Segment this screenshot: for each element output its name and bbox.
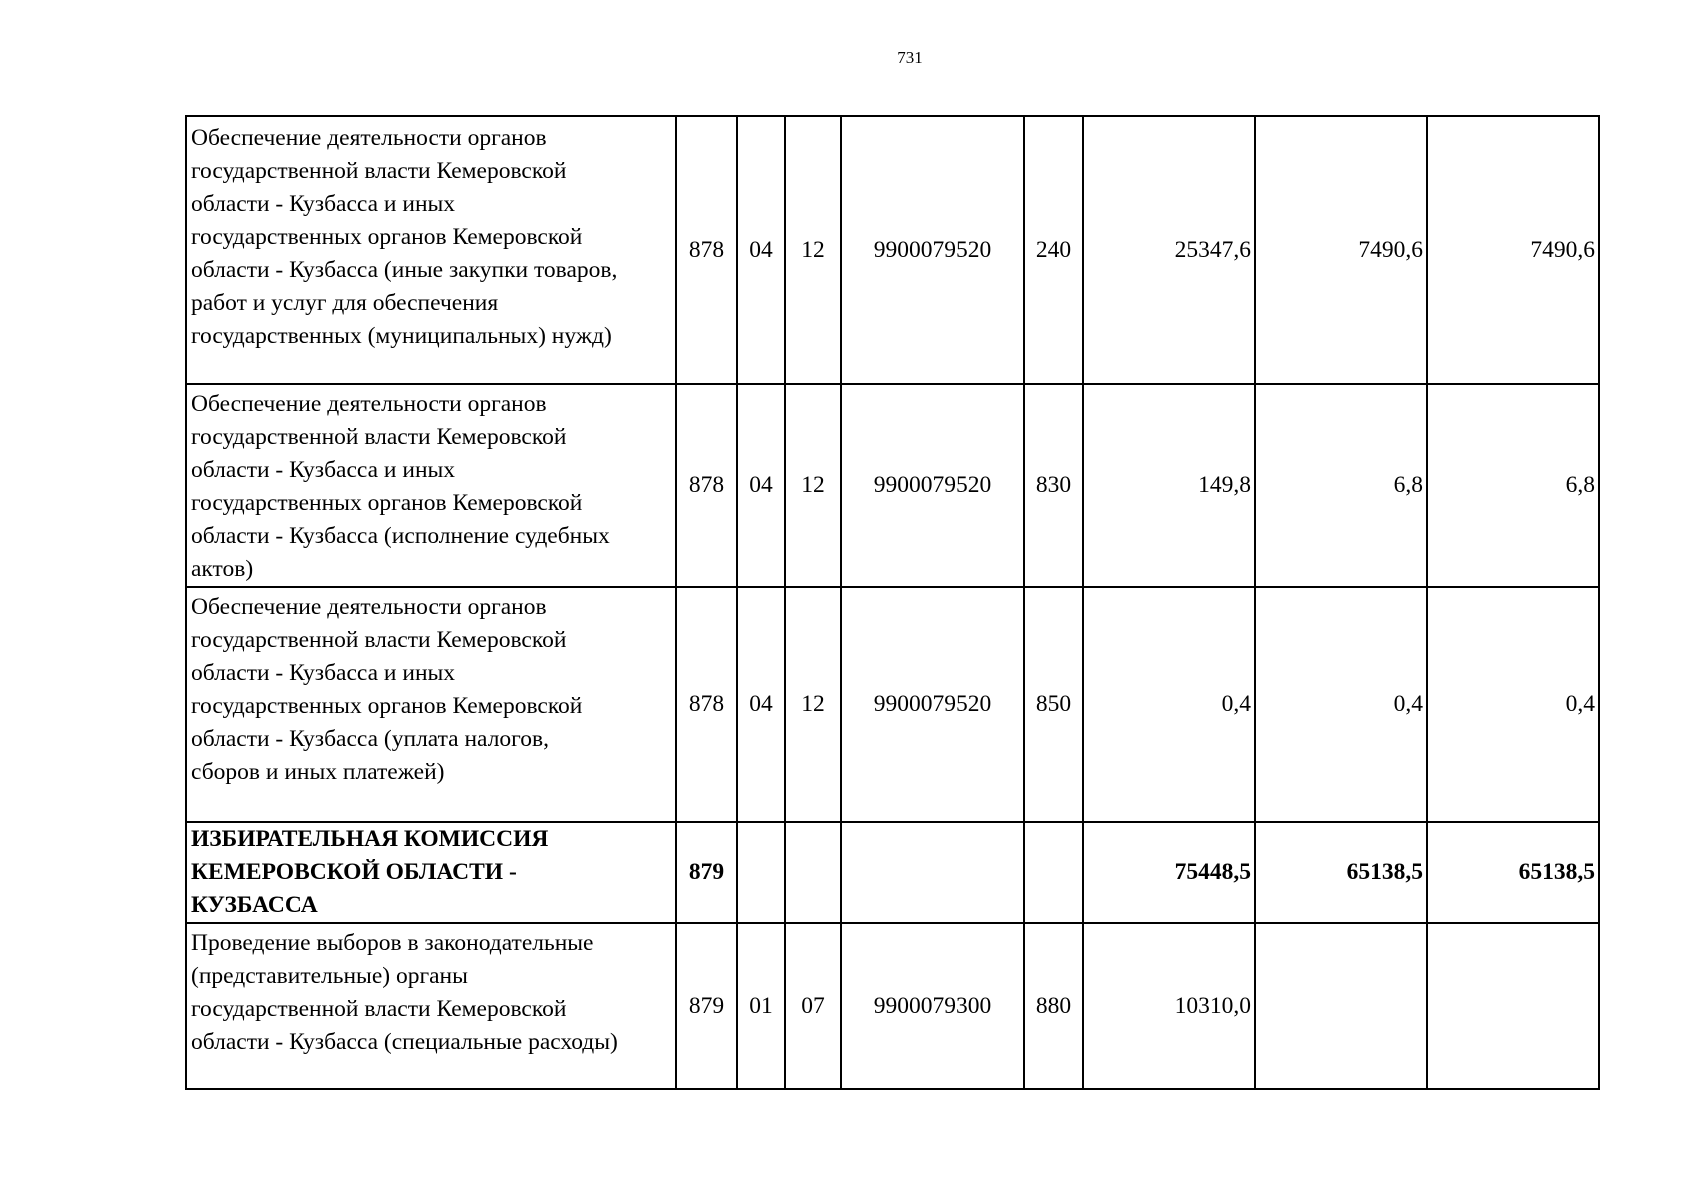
row-name-line: области - Кузбасса (уплата налогов, [191,726,549,752]
row-name-line: области - Кузбасса (специальные расходы) [191,1029,618,1055]
sum-year3-cell: 7490,6 [1427,116,1599,384]
expense-type-cell: 830 [1024,384,1083,587]
ved-cell: 879 [676,923,737,1089]
table-row [186,116,1599,384]
razdel-cell: 04 [737,587,785,822]
row-name-line: КЕМЕРОВСКОЙ ОБЛАСТИ - [191,859,517,885]
ved-cell: 879 [676,822,737,923]
row-name-line: государственной власти Кемеровской [191,158,567,184]
table-row [186,923,1599,1089]
row-name-line: государственной власти Кемеровской [191,996,567,1022]
row-name-line: Обеспечение деятельности органов [191,391,547,417]
target-article-cell: 9900079520 [841,384,1024,587]
row-name-line: государственных органов Кемеровской [191,490,583,516]
podrazdel-cell: 12 [785,384,841,587]
target-article-cell: 9900079520 [841,587,1024,822]
row-name-line: области - Кузбасса и иных [191,457,456,483]
row-name-line: государственных органов Кемеровской [191,224,583,250]
sum-year2-cell: 6,8 [1255,384,1427,587]
table-row [186,587,1599,822]
expense-type-cell: 880 [1024,923,1083,1089]
budget-table [185,115,1600,1090]
sum-year3-cell: 6,8 [1427,384,1599,587]
ved-cell: 878 [676,384,737,587]
expense-type-cell: 240 [1024,116,1083,384]
row-name-line: ИЗБИРАТЕЛЬНАЯ КОМИССИЯ [191,826,549,852]
razdel-cell: 04 [737,384,785,587]
sum-year3-cell: 0,4 [1427,587,1599,822]
sum-year3-cell: 65138,5 [1427,822,1599,923]
sum-year1-cell: 75448,5 [1083,822,1255,923]
target-article-cell: 9900079520 [841,116,1024,384]
row-name-cell [186,923,676,1089]
row-name-line: актов) [191,556,254,582]
target-article-cell: 9900079300 [841,923,1024,1089]
row-name-cell [186,116,676,384]
sum-year3-cell [1427,923,1599,1089]
ved-cell: 878 [676,587,737,822]
sum-year2-cell: 7490,6 [1255,116,1427,384]
row-name-cell [186,587,676,822]
podrazdel-cell: 07 [785,923,841,1089]
podrazdel-cell [785,822,841,923]
row-name-line: области - Кузбасса и иных [191,660,456,686]
razdel-cell: 04 [737,116,785,384]
razdel-cell [737,822,785,923]
target-article-cell [841,822,1024,923]
page-number: 731 [897,48,923,67]
row-name-line: Обеспечение деятельности органов [191,125,547,151]
row-name-line: работ и услуг для обеспечения [191,290,499,316]
expense-type-cell [1024,822,1083,923]
sum-year1-cell: 0,4 [1083,587,1255,822]
row-name-line: Обеспечение деятельности органов [191,594,547,620]
ved-cell: 878 [676,116,737,384]
row-name-line: государственной власти Кемеровской [191,424,567,450]
row-name-line: государственных органов Кемеровской [191,693,583,719]
razdel-cell: 01 [737,923,785,1089]
row-name-cell [186,822,676,923]
sum-year2-cell [1255,923,1427,1089]
row-name-line: сборов и иных платежей) [191,759,445,785]
row-name-line: (представительные) органы [191,963,468,989]
row-name-line: области - Кузбасса и иных [191,191,456,217]
sum-year2-cell: 0,4 [1255,587,1427,822]
row-name-line: Проведение выборов в законодательные [191,930,594,956]
sum-year1-cell: 10310,0 [1083,923,1255,1089]
row-name-line: КУЗБАССА [191,892,318,918]
sum-year1-cell: 149,8 [1083,384,1255,587]
row-name-cell [186,384,676,587]
table-row-section [186,822,1599,923]
row-name-line: государственных (муниципальных) нужд) [191,323,612,349]
table-row [186,384,1599,587]
row-name-line: области - Кузбасса (иные закупки товаров, [191,257,618,283]
expense-type-cell: 850 [1024,587,1083,822]
sum-year2-cell: 65138,5 [1255,822,1427,923]
row-name-line: государственной власти Кемеровской [191,627,567,653]
podrazdel-cell: 12 [785,587,841,822]
row-name-line: области - Кузбасса (исполнение судебных [191,523,610,549]
sum-year1-cell: 25347,6 [1083,116,1255,384]
podrazdel-cell: 12 [785,116,841,384]
